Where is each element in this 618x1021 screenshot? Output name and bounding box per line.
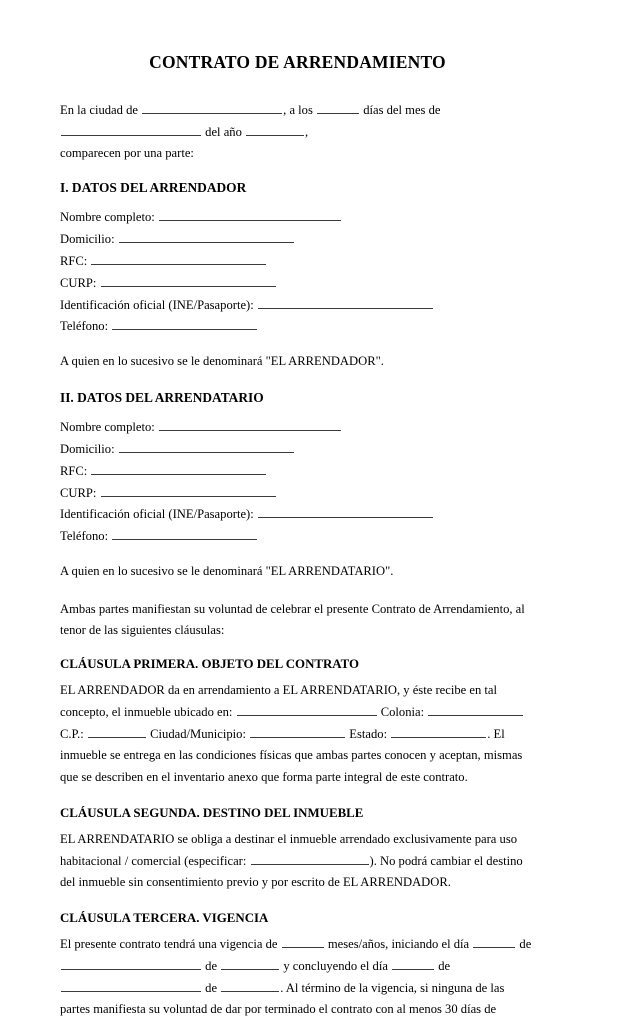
- blank-rfc-arrendatario[interactable]: [91, 462, 266, 475]
- page-title: CONTRATO DE ARRENDAMIENTO: [149, 52, 446, 72]
- clause-tercera-text-3: de: [519, 937, 532, 952]
- preamble-text-month-label: días del mes de: [363, 103, 441, 117]
- field-row: [60, 439, 535, 461]
- clause-heading-primera: CLÁUSULA PRIMERA. OBJETO DEL CONTRATO: [60, 656, 360, 671]
- clause-body-tercera: [60, 934, 535, 1021]
- blank-curp-arrendador[interactable]: [101, 274, 276, 287]
- blank-destino-especificar[interactable]: [251, 852, 369, 865]
- preamble-paragraph: [60, 100, 535, 165]
- clause-segunda-text-2: ). No podrá cambiar el destino del inmueble sin consentimiento previo y por escrito de EL ARRENDADOR.: [60, 853, 523, 890]
- blank-rfc-arrendador[interactable]: [91, 252, 266, 265]
- field-row: [60, 295, 535, 317]
- blank-vigencia-cantidad[interactable]: [282, 936, 324, 949]
- clause-tercera-text-7: de: [205, 980, 218, 995]
- blank-day[interactable]: [317, 101, 359, 114]
- blank-estado[interactable]: [391, 725, 486, 738]
- transition-paragraph: Ambas partes manifiestan su voluntad de celebrar el presente Contrato de Arrendamiento, al tenor de las siguientes cláusulas:: [60, 601, 525, 638]
- blank-fin-mes[interactable]: [61, 979, 201, 992]
- blank-ubicado-en[interactable]: [237, 703, 377, 716]
- closing-arrendatario: A quien en lo sucesivo se le denominará "EL ARRENDATARIO".: [60, 563, 394, 578]
- field-row: [60, 229, 535, 251]
- field-label-rfc: RFC:: [60, 253, 88, 268]
- field-row: [60, 461, 535, 483]
- preamble-text-year-label: del año: [205, 124, 242, 139]
- field-row: [60, 316, 535, 338]
- field-row: [60, 251, 535, 273]
- blank-ciudad-municipio[interactable]: [250, 725, 345, 738]
- blank-identificacion-arrendador[interactable]: [258, 296, 433, 309]
- field-label-curp: CURP:: [60, 485, 97, 500]
- blank-telefono-arrendatario[interactable]: [112, 527, 257, 540]
- field-label-nombre: Nombre completo:: [60, 210, 155, 225]
- field-label-domicilio: Domicilio:: [60, 232, 115, 247]
- blank-identificacion-arrendatario[interactable]: [258, 506, 433, 519]
- clause-primera-label-colonia: Colonia:: [380, 704, 425, 719]
- blank-cp[interactable]: [88, 725, 146, 738]
- field-row: [60, 273, 535, 295]
- clause-tercera-text-1: El presente contrato tendrá una vigencia de: [60, 937, 278, 952]
- clause-body-primera: [60, 680, 535, 788]
- clause-body-segunda: [60, 829, 535, 894]
- clause-segunda-text-1: EL ARRENDATARIO se obliga a destinar el inmueble arrendado exclusivamente para uso habitacional / comercial (especificar:: [60, 831, 518, 868]
- field-label-nombre: Nombre completo:: [60, 420, 155, 435]
- clause-primera-label-estado: Estado:: [349, 726, 388, 741]
- section-heading-arrendatario: II. DATOS DEL ARRENDATARIO: [60, 389, 264, 405]
- closing-arrendador: A quien en lo sucesivo se le denominará "EL ARRENDADOR".: [60, 354, 384, 369]
- field-row: [60, 483, 535, 505]
- clause-primera-label-cp: C.P.:: [60, 726, 84, 741]
- field-row: [60, 417, 535, 439]
- field-list-arrendatario: [60, 417, 535, 548]
- blank-month[interactable]: [61, 123, 201, 136]
- field-label-telefono: Teléfono:: [60, 529, 109, 544]
- field-label-curp: CURP:: [60, 275, 97, 290]
- preamble-comma: ,: [305, 124, 309, 139]
- blank-fin-anio[interactable]: [221, 979, 279, 992]
- blank-domicilio-arrendatario[interactable]: [119, 440, 294, 453]
- clause-heading-segunda: CLÁUSULA SEGUNDA. DESTINO DEL INMUEBLE: [60, 805, 364, 820]
- blank-domicilio-arrendador[interactable]: [119, 231, 294, 244]
- preamble-text-city-label: En la ciudad de: [60, 103, 138, 117]
- field-label-identificacion: Identificación oficial (INE/Pasaporte):: [60, 507, 254, 522]
- clause-tercera-text-5: y concluyendo el día: [283, 958, 388, 973]
- preamble-line2: comparecen por una parte:: [60, 146, 194, 161]
- blank-colonia[interactable]: [428, 703, 523, 716]
- blank-inicio-anio[interactable]: [221, 957, 279, 970]
- blank-telefono-arrendador[interactable]: [112, 318, 257, 331]
- field-label-identificacion: Identificación oficial (INE/Pasaporte):: [60, 297, 254, 312]
- clause-primera-text-2: . El inmueble se entrega en las condiciones físicas que ambas partes conocen y aceptan, mismas que se describen en el inventario anexo que forma parte integral de este contrato.: [60, 726, 523, 784]
- section-heading-arrendador: I. DATOS DEL ARRENDADOR: [60, 179, 247, 195]
- field-label-rfc: RFC:: [60, 463, 88, 478]
- field-row: [60, 504, 535, 526]
- clause-tercera-text-2: meses/años, iniciando el día: [327, 937, 470, 952]
- blank-inicio-mes[interactable]: [61, 957, 201, 970]
- clause-primera-text-1: EL ARRENDADOR da en arrendamiento a EL ARRENDATARIO, y éste recibe en tal concepto, el inmueble ubicado en:: [60, 683, 497, 719]
- clause-tercera-text-8: . Al término de la vigencia, si ninguna de las partes manifiesta su voluntad de dar por terminado el contrato con al menos 30 días de: [60, 980, 505, 1017]
- section-arrendador: [60, 179, 535, 373]
- clause-tercera-text-4: de: [205, 958, 218, 973]
- blank-nombre-arrendador[interactable]: [159, 209, 341, 222]
- blank-nombre-arrendatario[interactable]: [159, 419, 341, 432]
- blank-inicio-dia[interactable]: [473, 936, 515, 949]
- section-arrendatario: [60, 389, 535, 583]
- clause-primera-label-ciudad: Ciudad/Municipio:: [150, 726, 246, 741]
- clause-segunda: [60, 805, 535, 894]
- field-row: [60, 207, 535, 229]
- field-label-telefono: Teléfono:: [60, 319, 109, 334]
- blank-fin-dia[interactable]: [392, 957, 434, 970]
- preamble-text-day-label: , a los: [283, 103, 313, 117]
- clause-tercera-text-6: de: [438, 958, 451, 973]
- clause-tercera: [60, 910, 535, 1021]
- clause-primera: [60, 656, 535, 789]
- field-label-domicilio: Domicilio:: [60, 441, 115, 456]
- blank-city[interactable]: [142, 101, 282, 114]
- field-list-arrendador: [60, 207, 535, 338]
- blank-year[interactable]: [246, 123, 304, 136]
- blank-curp-arrendatario[interactable]: [101, 484, 276, 497]
- field-row: [60, 526, 535, 548]
- clause-heading-tercera: CLÁUSULA TERCERA. VIGENCIA: [60, 910, 269, 925]
